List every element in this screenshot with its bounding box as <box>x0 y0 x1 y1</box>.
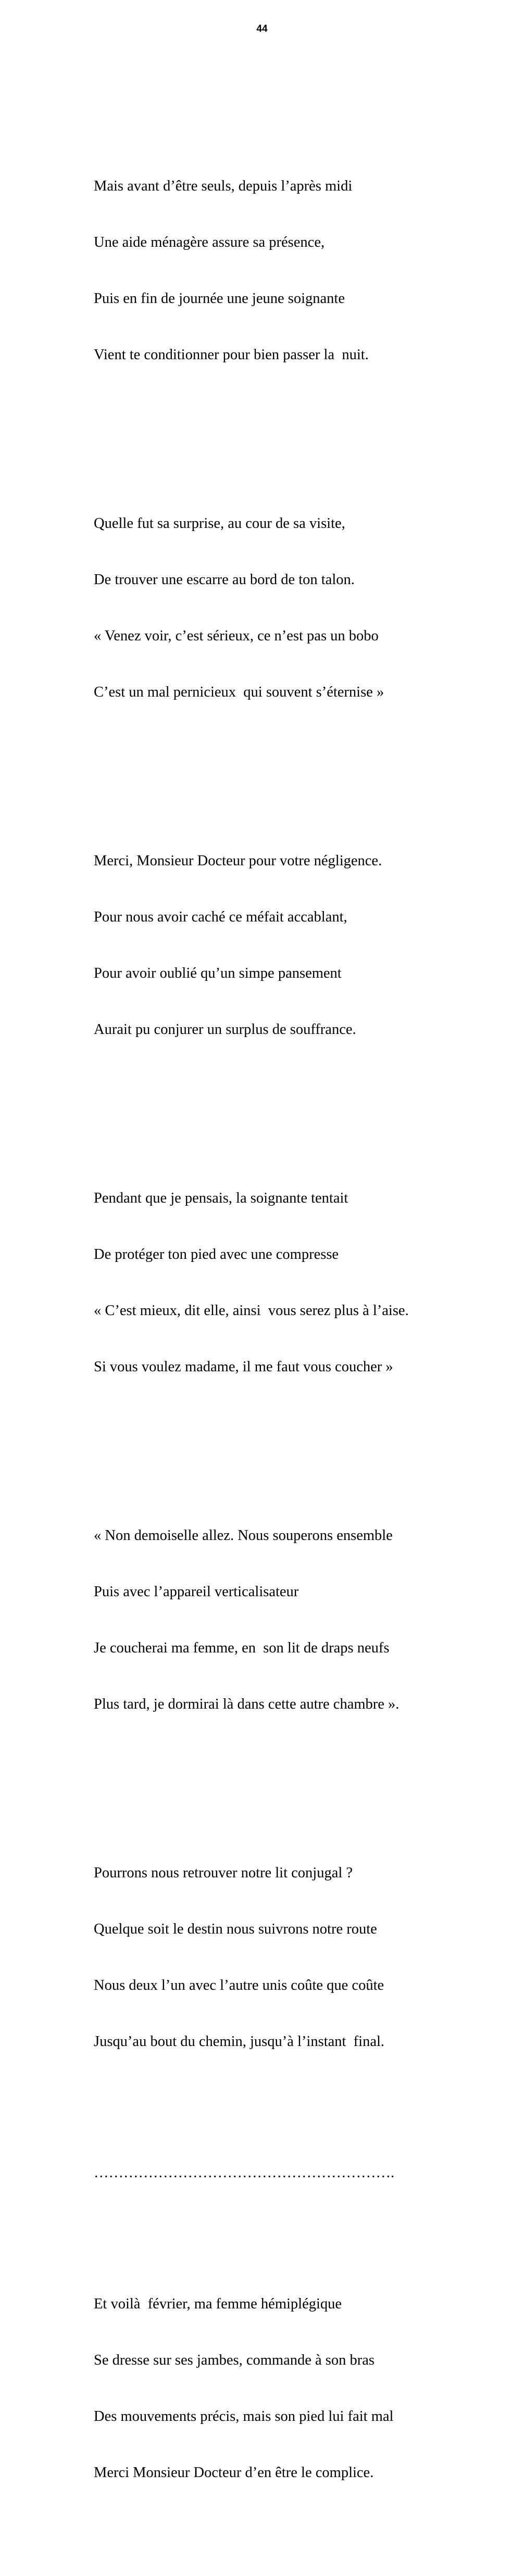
verse-line: Plus tard, je dormirai là dans cette autre chambre ». <box>94 1696 400 1712</box>
verse-line: Se dresse sur ses jambes, commande à son bras <box>94 2352 375 2368</box>
verse-line: Pourrons nous retrouver notre lit conjugal ? <box>94 1865 353 1881</box>
verse-line: Jusqu’au bout du chemin, jusqu’à l’instant final. <box>94 2034 385 2050</box>
stanza-3 <box>94 814 510 1077</box>
verse-line: Je coucherai ma femme, en son lit de draps neufs <box>94 1640 390 1656</box>
page-number: 44 <box>256 23 268 34</box>
verse-line: Une aide ménagère assure sa présence, <box>94 234 325 250</box>
verse-line: Nous deux l’un avec l’autre unis coûte que coûte <box>94 1977 384 1993</box>
verse-line: Quelque soit le destin nous suivrons notre route <box>94 1921 377 1937</box>
verse-line: Des mouvements précis, mais son pied lui fait mal <box>94 2408 394 2425</box>
verse-line: Merci, Monsieur Docteur pour votre négligence. <box>94 853 382 869</box>
dotted-separator: ……………………………………………………. <box>94 2165 395 2181</box>
verse-line: Pendant que je pensais, la soignante tentait <box>94 1190 348 1206</box>
verse-line: De protéger ton pied avec une compresse <box>94 1246 339 1262</box>
verse-line: Vient te conditionner pour bien passer la nuit. <box>94 347 369 363</box>
verse-line: Merci Monsieur Docteur d’en être le complice. <box>94 2465 374 2481</box>
verse-line: Si vous voulez madame, il me faut vous coucher » <box>94 1359 393 1375</box>
stanza-final <box>94 2257 510 2520</box>
stanza-4 <box>94 1152 510 1414</box>
verse-line: « Venez voir, c’est sérieux, ce n’est pas un bobo <box>94 628 379 644</box>
verse-line: « C’est mieux, dit elle, ainsi vous serez plus à l’aise. <box>94 1303 409 1319</box>
verse-line: Aurait pu conjurer un surplus de souffrance. <box>94 1021 356 1038</box>
verse-line: « Non demoiselle allez. Nous souperons ensemble <box>94 1527 393 1544</box>
verse-line: Pour avoir oublié qu’un simpe pansement <box>94 965 342 981</box>
verse-line: Quelle fut sa surprise, au cour de sa visite, <box>94 515 345 532</box>
verse-line: Pour nous avoir caché ce méfait accablant, <box>94 909 347 925</box>
stanza-6 <box>94 1826 510 2089</box>
verse-line: C’est un mal pernicieux qui souvent s’éternise » <box>94 684 384 700</box>
poem-body <box>94 83 510 2576</box>
stanza-5 <box>94 1489 510 1751</box>
stanza-1 <box>94 140 510 402</box>
verse-line: Et voilà février, ma femme hémiplégique <box>94 2296 342 2312</box>
verse-line: Puis avec l’appareil verticalisateur <box>94 1584 299 1600</box>
verse-line: De trouver une escarre au bord de ton talon. <box>94 572 355 588</box>
verse-line: Mais avant d’être seuls, depuis l’après midi <box>94 178 353 194</box>
stanza-2 <box>94 477 510 739</box>
verse-line: Puis en fin de journée une jeune soignante <box>94 291 345 307</box>
